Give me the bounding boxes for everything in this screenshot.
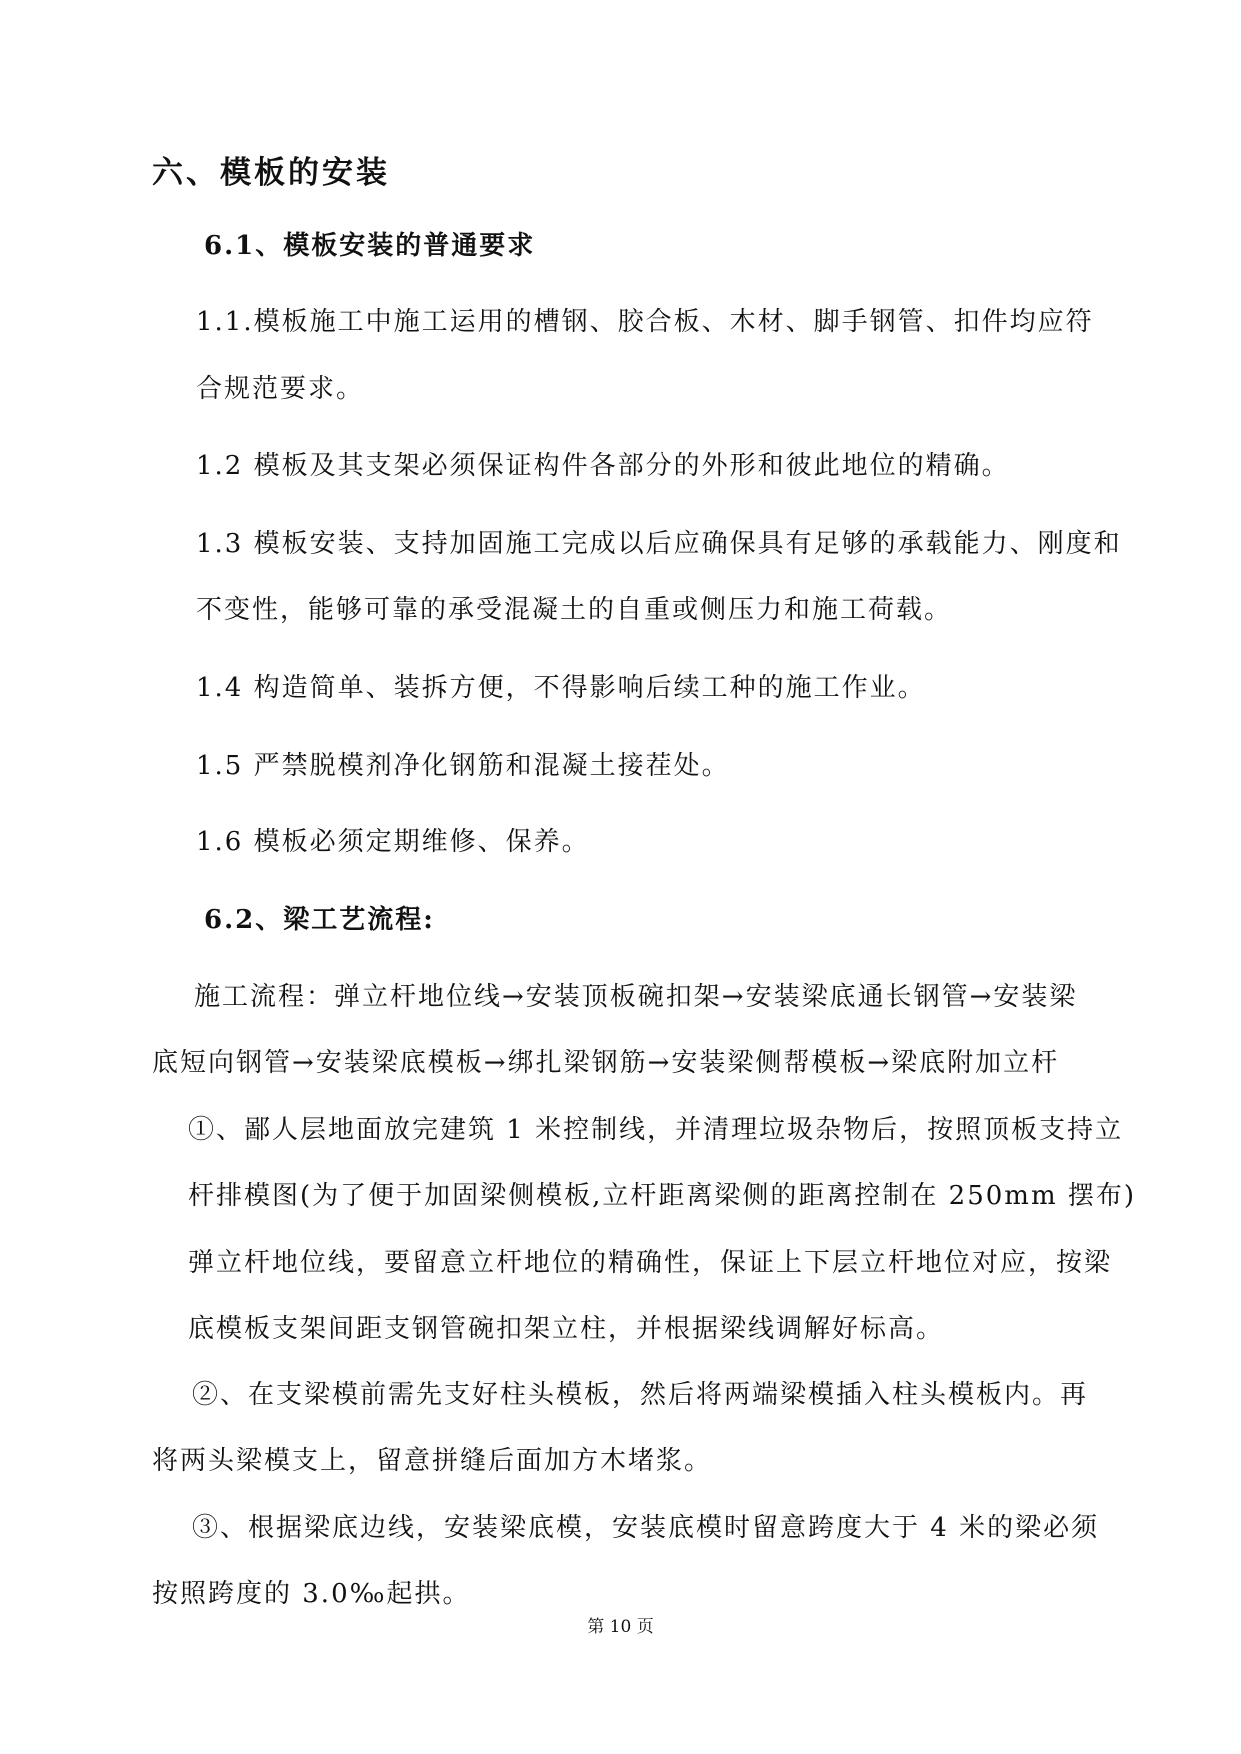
step-2-line2: 将两头梁模支上，留意拼缝后面加方木堵浆。	[152, 1446, 713, 1476]
paragraph-1-3-line2: 不变性，能够可靠的承受混凝土的自重或侧压力和施工荷载。	[196, 595, 953, 625]
step-3-line1: ③、根据梁底边线，安装梁底模，安装底模时留意跨度大于 4 米的梁必须	[192, 1513, 1100, 1543]
subsection-title-6-1: 6.1、模板安装的普通要求	[204, 231, 536, 261]
step-1-line2: 杆排模图(为了便于加固梁侧模板,立杆距离梁侧的距离控制在 250mm 摆布)	[188, 1181, 1137, 1211]
flow-line1: 施工流程：弹立杆地位线→安装顶板碗扣架→安装梁底通长钢管→安装梁	[194, 982, 1078, 1012]
paragraph-1-1-line1: 1.1.模板施工中施工运用的槽钢、胶合板、木材、脚手钢管、扣件均应符	[196, 307, 1094, 337]
paragraph-1-1-line2: 合规范要求。	[196, 374, 365, 404]
step-1-line4: 底模板支架间距支钢管碗扣架立柱，并根据梁线调解好标高。	[188, 1314, 945, 1344]
flow-line2: 底短向钢管→安装梁底模板→绑扎梁钢筋→安装梁侧帮模板→梁底附加立杆	[152, 1048, 1060, 1078]
section-title: 六、模板的安装	[152, 155, 390, 191]
step-1-line1: ①、鄙人层地面放完建筑 1 米控制线，并清理垃圾杂物后，按照顶板支持立	[188, 1115, 1124, 1145]
paragraph-1-6: 1.6 模板必须定期维修、保养。	[196, 827, 590, 857]
paragraph-1-4: 1.4 构造简单、装拆方便，不得影响后续工种的施工作业。	[196, 673, 926, 703]
paragraph-1-3-line1: 1.3 模板安装、支持加固施工完成以后应确保具有足够的承载能力、刚度和	[196, 529, 1122, 559]
step-2-line1: ②、在支梁模前需先支好柱头模板，然后将两端梁模插入柱头模板内。再	[192, 1380, 1089, 1410]
step-1-line3: 弹立杆地位线，要留意立杆地位的精确性，保证上下层立杆地位对应，按梁	[188, 1248, 1113, 1278]
paragraph-1-5: 1.5 严禁脱模剂净化钢筋和混凝土接茬处。	[196, 751, 730, 781]
page-number: 第 10 页	[587, 1617, 654, 1637]
subsection-title-6-2: 6.2、梁工艺流程:	[204, 905, 435, 935]
paragraph-1-2: 1.2 模板及其支架必须保证构件各部分的外形和彼此地位的精确。	[196, 451, 1010, 481]
step-3-line2: 按照跨度的 3.0‰起拱。	[152, 1579, 471, 1609]
